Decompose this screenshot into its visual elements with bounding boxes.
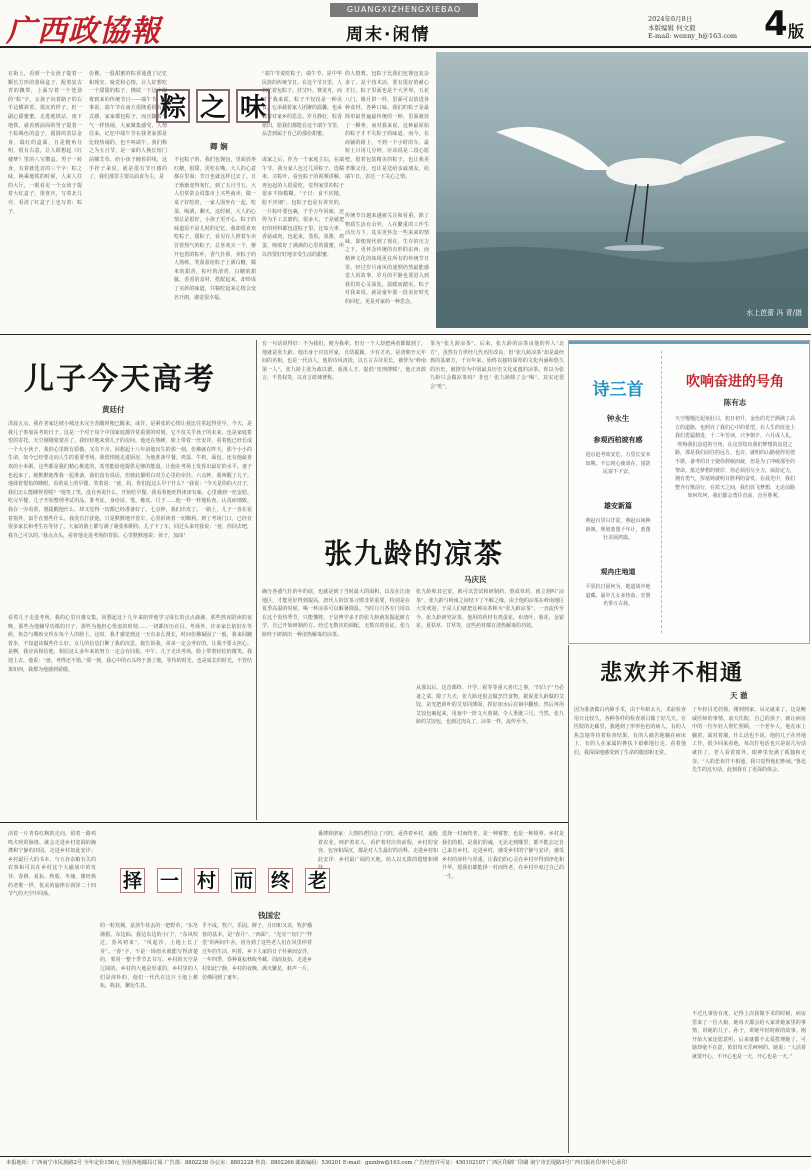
beihuan-body-col2: 了年轻目光的愤。刚到到家，吊完就来了。这是鲍威医师的事情，前天住院，自己的孩子，就让病房中的一位年轻人帮忙照顾，一个老年人，他在床上躺着，面对着墙，什么话也不说。他的儿子在外地工作，很少回来看他，每次打电话也只是说几句话就挂了。老人看着窗外，眼神里充满了孤独和无奈。“人的悲欢并不相通，我只觉得他们吵闹。”鲁迅先生的这句话，此刻我有了更深的体会。 bbox=[692, 707, 806, 774]
column-divider bbox=[256, 340, 257, 820]
zongzi-title-char: 粽 bbox=[156, 89, 190, 123]
poem2-text: 天空慢慢泛起鱼肚白，旭日初升，金色的光芒洒满了高方的道路，也照亮了我们心中的希望。在人生的征途上我们勇猛精进，十二年苦读，只争朝夕，六月成人礼，吹响我们奋进的号角，在这里绘出我们梦想的奋进之路，那是我们前往的远方。也许，就明的山路使你彷徨不堪，备考的日子使你辞眠而疲，但是为了冲破那至的黎命，抵达梦想的彼岸，你必须用尽全力，保持定力，拥有勇气，挥毫铸就明日胜利的奋发。在晨光中，我们整齐行歌前行，在蓝天之间，我们放飞梦想，无论前路如何坎坷，我们都会勇往直前，直至胜利。 bbox=[674, 416, 795, 500]
egret-illustration bbox=[436, 52, 808, 328]
zongzi-author: 卿 娴 bbox=[210, 142, 228, 151]
zhangjiuling-author: 马庆民 bbox=[464, 575, 487, 584]
paper-pinyin: GUANGXIZHENGXIEBAO bbox=[330, 3, 478, 17]
cun-author: 钱国宏 bbox=[258, 911, 281, 920]
gaokao-author: 黄廷付 bbox=[102, 405, 125, 414]
zongzi-body-col2: 仿佛，一股甜蜜的粽香通透了记忆和现实，味觉和心情，让人好想吃一个甜甜的粽子，拂拭一下这个即将到来的传统节日——端午节。同事说，端午节在南方很隆重很有仪式感，家家都包粽子，而且随着节气一样热闹，大家聚集感受，人情往来。记忆中端午节在我老家那是比较热闹的，也不叫端午，我们称之为五月节，是一家的人换长短门前插艾草，给小孩子缠着彩线，这手拴子来说，就是很有节日感的了，我们那里主要以面食为主，是 bbox=[89, 71, 167, 181]
zongzi-body-col6: 传统节日越来越被关注和看重，除了物质生活有余外，人在繁重的工作生活压力下，其实更怀念一些来来的情味，即便现代到了现在，生存的压力之下，更怀念传统的有形的东西，而精神文化的体现更在所有的传统节日里。经过岁月南风的迷惘仍然最能感觉人的故事，岁月的平静也要进入到我们的心灵深处，温暖而踏实。粽子对我来说，就是童年那一段美好时光的回忆，更是对家的一种思念。 bbox=[345, 213, 429, 305]
poem-divider bbox=[661, 351, 662, 633]
paper-logo: 广西政協報 bbox=[6, 14, 161, 49]
zongzi-title-char: 味 bbox=[236, 89, 270, 123]
cun-title-char: 而 bbox=[231, 868, 256, 893]
footer-rule bbox=[0, 1156, 811, 1157]
zhangjiuling-body-col1: 确分各惑气壮的年的底，也就是到了当时最大的面积，以及在江南地区，才能更好得到提高，唐代人的饮茶习惯非常重要，特别是在夏季高温的时候，喝一杯凉茶可以解暑降温。当时月月各专门用以在这个炎热季节，只能懂将，于是博学多才的张九龄就发掘起研方学，自己开始研制药方。经过无数次的调配，无数次的验证，张九龄终于研制出一种清热解毒的凉茶。 bbox=[262, 589, 410, 638]
footer-info: 本报地址：广西南宁市民族路2号 全年定价156元 全国各地邮局订阅 广告部：8802238 办公室：8802228 传真：8802266 邮政编码：530201 E-mail：gxzxbw@163.com 广告经营许可证：450102107 广西区印刷厂印刷 南宁市长堤路3号广西日报社印务中心承印 bbox=[6, 1160, 627, 1166]
section-title: 周末·闲情 bbox=[346, 25, 431, 45]
poem2-author: 陈有志 bbox=[723, 398, 747, 407]
section-rule bbox=[0, 822, 568, 823]
beihuan-title: 悲欢并不相通 bbox=[600, 661, 745, 686]
cun-title bbox=[114, 868, 344, 896]
cun-title-char: 终 bbox=[268, 868, 293, 893]
issue-date: 2024年6月8日 bbox=[648, 15, 693, 23]
zhangjiuling-body-col2: 张九龄和其它宽，就可以尝试和研制药，熬成草药，就立刻叫“凉茶”。张九龄与岭南之间结下了不解之缘。由于他的凉茶在岭南地区大受欢迎，于是人们就把这种凉茶称为“张九龄凉茶”，一直流传至今。张九龄研究凉茶，他用的药材有鸡蛋花、布渣叶、菊花、金银花、夏枯草、甘草等，这些药材都有清热解毒的功效。 bbox=[416, 589, 564, 630]
gaokao-body-col1: 清晨五点，我在老家达坡小城还未完全苏醒时便已醒来。或许，是紧张的心情让我比往常起得更早。今天，是我儿子参加高考的日子。这是一个对于每个中国家庭都异常重要的时刻，它不仅关乎孩子的未来，也是家庭希望的寄托。天空刚刚蒙蒙亮了，我轻轻地来到儿子的房间，他还在熟睡，脸上带着一丝安详。看着他已经长成一个大小伙子，我的心里既有骄傲，又有不舍。回想起十八年前他出生的那一刻，仿佛就在昨天，那个小小的生命，如今已经要走向人生的重要考场。我悄悄地走进厨房，为他准备早餐。鸡蛋、牛奶、面包，还有他最喜欢的小米粥。这些都是我们精心挑选的，希望能给他提供足够的能量，让他在考场上发挥出最好的水平。妻子也起来了，她默默地帮我一起准备，我们没有说话，但彼此都明白对方心里的牵挂。六点钟，我叫醒了儿子。他揉着惺忪的睡眼，看着桌上的早餐，笑着说：“爸，妈，你们起这么早干什么？”我说：“今天是你的大日子，我们怎么能睡得着呢？”他笑了笑，没有再说什么，开始吃早餐。我看着他吃得津津有味，心里感到一丝安慰。吃完早餐，儿子开始整理考试用品，准考证、身份证、笔、橡皮、尺子……他一样一样地检查，认真而细致。我在一旁看着，想提醒他什么，却又觉得一切都已经准备好了。七点钟，我们出发了。一路上，儿子一直在看着窗外，似乎在想些什么。我没有打扰他，只是默默地开着车，心里祈祷着一切顺利。到了考场门口，已经有很多家长和考生在等待了，大家的脸上都写满了紧张和期待。儿子下了车，回过头来对我说：“爸，你回去吧，我自己可以的。”我点点头，看着他走进考场的背影，心里默默地说：孩子，加油！ bbox=[8, 421, 252, 539]
zongzi-body-col3: 不包粽子的，我们包馒包，里面放枣红糖，很甜，更吃在嘴，大人的心意都在里面；节日也就这样过去了。日子渐渐变得匆忙，到了五月当五，大人们常常会说集市上买些商卖，做一桌子好吃的，一家人围坐在一起，吃菜，喝酒，聊天，这时候，大人的心情总是很好，小孩子更开心。粽子的味道原不是儿时的记忆，我却很喜欢吃粽子，甜粽子，看见在人推着车卖冒着热气的粽子，总喜欢买一个，掰开包着的粽叶，香气扑鼻，卖粽子的人熟练，笑盈盈给粽子上洒白糖，糯米的甜香，粽叶的清香，白糖的甜腻，香香的食材，搭配起来，却形成了美妙的味道，共犒吃起来心情会变名开朗，感觉很幸福。 bbox=[174, 157, 256, 301]
page-number: 4 bbox=[764, 4, 788, 44]
poem1-subtitle: 参观西柏坡有感 bbox=[593, 435, 643, 444]
poem1-subtitle: 雄安新篇 bbox=[604, 501, 632, 510]
cun-body-col3: 乎不成，牧户。乐园。鲜子，月田和又美，牧护播着的基本，是“春月”、“西面”。“光亮”“切门”“拜堂”的两间牛舍，因为到了这些老人们在风里停着过年的生活，叫着，乡下人家的日子朴素而安详，一年四季，春种夏耘秋收冬藏，周而复始。走进乡村如此宁静，乡村的夜晚，满天繁星，蛙声一片，仿佛回到了童年。 bbox=[202, 923, 312, 981]
photo-caption: 水上芭蕾 冯 青/摄 bbox=[746, 309, 802, 317]
masthead-rule bbox=[0, 46, 811, 48]
poem1-text: 进京赶考始安危，万里长安未知期。不忘初心使命在，国防民富不下安。 bbox=[585, 452, 651, 476]
masthead bbox=[0, 0, 811, 49]
zhangjiuling-body-col3: 从那以后，这首都终、升学、祝寿等重大喜庆之事，“凹凸子”乃必备之菜。除了九夫，张九龄还很会做烹饪食物，据说张九龄做的艾饺，是光把荷叶的艾草同薄面，捏好加水后在锅中翻炒，然后再用艾饺包裹起来，用瓮中一阵文火煎制，令人垂涎三尺。当然，张九龄的艾饺包，也到过肉丸了，凉茶一样，流传至今。 bbox=[416, 685, 564, 726]
poem1-text: 燕赵百里白洋淀，燕赵山间换新颜。规划蓝图千年计，蓝图壮美展鸿篇。 bbox=[585, 518, 651, 542]
cun-body-col2: 的一粒炊烟，是放牛娃丢的一把野草，“东皂墙根、东边仙、我边东边的小门”，“东风吹过，春风初来”，“风起沙，土地上长了芽”。“春”字，不是一场雨水就能写得清楚的，要用一整个季节去书写。乡村的天空是辽阔的，乡村的大地是厚重的，乡村里的人们是淳朴的，他们一代代在这片土地上耕耘，收获，繁衍生息。 bbox=[100, 923, 198, 990]
page-editor: 本版编辑 何文毅 bbox=[648, 24, 696, 32]
gaokao-cont-col4: 茶为“张九龄凉茶”。后来，张九龄的凉茶由他的传人“北方”，虽然有方世经几代名医改良，但“张九龄凉茶”却是最经典的基础方，千百年来，始终以独特深厚的文化内涵和悠久的历史，被推崇为中国最具历史文化底蕴的凉茶。你以为张九龄只会做凉茶吗？非也！张九龄除了会“喝”，其实还很会“吃”。 bbox=[430, 341, 564, 390]
cun-body-col5: 选择一村而终老，是一种睿智，也是一种境界。乡村是我们的根，是我们的魂，无论走到哪里，都不能忘记自己来自乡村。走进乡村，感受乡村的宁静与安详，感受乡村的淳朴与厚重，让我们的心灵在乡村中得到净化和升华。愿我们都能择一村而终老，在乡村中度过自己的一生。 bbox=[442, 831, 564, 880]
gaokao-title: 儿子今天高考 bbox=[24, 362, 216, 397]
zongzi-body-col7: “端午节说吃粽子，端午节，是中华民族的传统节日。在这个节日里，人们忙着包粽子、挂艾叶、赛龙舟，而对于我来说，粽子不仅仅是一种美食，它承载着家人团聚的温馨，也承载着对家乡的思念。岁月静好，粽香依旧，愿我们都能在这个端午节里，品尝到属于自己的那份甜蜜。 bbox=[262, 71, 342, 138]
zongzi-body-col1: 在街上，看到一个女孩子提着一颗长方形的墨绿盒子，配着复古青的飘带，上面写着一个苍劲的“粽”字。女孩子向着路子的右手边横斜着，很沉的样子，但一副心甜蜜蜜。走进地铁站，雨下地铁，就看到前面的男子提着一个棕褐色的盒子，圆圆的表层金身，端红的盒面，且是精角分明，很有古意，让人联想起《红楼梦》里的八宝攒盒。男子一转身，有着就迭首的三个字：粽之味。换乘地铁的时候，人来人往的大厅，一眼看见一个女孩子提着大红盒子，很喜庆，写着北儿旁，看清了红盒子上也写着：粽子。 bbox=[8, 71, 82, 215]
editor-email: E-mail: wenny_h@163.com bbox=[648, 32, 738, 40]
cun-body-col4: 番薄荷朋家：人情的老旧会了兴旺，返券着乡村，退般着农业，呵护着农人，看护着村庄的前程，乡村的宽容、包容和深沉，都是对人生最好的诠释。走进乡村如此安详：乡村最广阔的天地，给人以无限的遐想和期待。 bbox=[318, 831, 438, 872]
beihuan-author: 天 澈 bbox=[730, 691, 748, 700]
poem-box bbox=[568, 340, 810, 644]
zongzi-body-col5: 的人情教。包粽子比我们包馒包复杂多了，是个技术活，要有很好的耐心才行。粽子里面也是个大世界，五花八门，像月饼一样，里面可以放进各种食材，各种口味。我们的粽子是最简单最普遍最传统的一种，里面就放了一颗枣，而对我来说，这种最原始的粽子才不失粽子的味道。而今，在商铺的路上，不到一个小时的车，最短上只用几分钟，应该说是二段心愿吧，慰着包装精美的粽子，也让我更孝顺父母，也许是送给亲戚朋友，给端午日，表达一下关心之情。 bbox=[345, 71, 429, 181]
egret-photo bbox=[436, 52, 808, 328]
zhangjiuling-title: 张九龄的凉茶 bbox=[324, 537, 505, 570]
zongzi-body-col4: 成家之后，作为一个家庭主妇，在端午节，我为家人包过几回粽子，选糯米，买粽叶，看包粽子的视频讲解，再包起的人很爱吃，觉得家里的粽子很多不拘模糊。“子曰：食不厌精，脍不厌细”，包粽子也是有讲究的，一片粽叶要包裹，千手万年回味，还得为手工去磨的，很多大，于是就把好的材料都包进粽子里，比如大枣，香菇咸肉，包起来，蒸饭，果酱，鸡蛋，吸收好了满满的心里的甜蜜，所以你要好好地享受生活的甜蜜。 bbox=[262, 157, 344, 258]
zongzi-title-char: 之 bbox=[196, 89, 230, 123]
cun-title-char: 择 bbox=[120, 868, 145, 893]
cun-body-col1: 活着一片青春红枫的走向，留着一路鸡鸣犬吠的脉络，就会走进乡村宽阔的胸襟和宁静的田园。走进乡村如此安详；乡村最巨大的书本，与五谷杂粮有关的农事和可以在乡村这个大磁场中的发芽、春耕、夏耘、秋收、冬储，像经典的老歌一样，优美的旋律在润泽二十四节气的天空中回荡。 bbox=[8, 831, 96, 898]
gaokao-body-col2: 看着儿子走进考场，我的心里百感交集。回想起这十几年来陪伴他学习成长的点点滴滴，那些熬夜陪读的夜晚，那些为他辅导功课的日子，那些为他担心忧虑的时刻……一切都历历在目。考场外，许多家长依旧在等候，焦急与期盼交织在每个人的脸上。这时，我才感觉到这一天有多么漫长，时间仿佛凝固了一般，我来回踱着步，不知道该做些什么好。女儿的信息打断了我的沉思，她告诉我，弟弟一定会考好的，让我不要太担心。是啊，我应该相信他，相信这么多年来的努力一定会有回报。中午，儿子走出考场，脸上带着轻松的微笑。我迎上去，他说：“爸，考得还不错。”那一刻，我心中的石头终于落了地。等待的时光，也是成长的时光，不管结果如何，我都为他感到骄傲。 bbox=[8, 615, 252, 673]
beihuan-body-col3: 不过凡事皆有度，记得上次我做手术的时候，病房里来了一位大娘，她每天都会给大家讲她家里的事情，讲她的儿子、孙子，讲她年轻时候的故事。刚开始大家还愿意听，后来就都不太爱搭理她了。可她却毫不在意，依旧每天乐呵呵的。她说：“人活着就要开心，不开心也是一天，开心也是一天。” bbox=[692, 1011, 806, 1060]
poem2-title: 吹响奋进的号角 bbox=[686, 374, 784, 390]
cun-title-char: 村 bbox=[194, 868, 219, 893]
poem1-subtitle: 观冉庄地道 bbox=[600, 567, 636, 576]
poem1-title: 诗三首 bbox=[592, 380, 644, 400]
cun-title-char: 一 bbox=[157, 868, 182, 893]
gaokao-cont-col3: 有一句话说得好：不为我们，便为我辈。但有一个人却把两者都做到了，他就是张九龄。他出身于官宦世家，自幼聪颖，少有才名，是唐朝开元年间的名相，也是一代诗人。他的诗风清淡，以五言古诗见长，被誉为“岭南第一人”。张九龄主张为政以德，重视人才，提倡“宽刑薄赋”，他正直敢言，不畏权贵，以直言敢谏著称。 bbox=[262, 341, 426, 382]
cun-title-char: 老 bbox=[305, 868, 330, 893]
page-number-suffix: 版 bbox=[788, 22, 805, 41]
poem1-text: 平原抗日固何为，地道战中地道藏。巢中儿女多热血，史册名垂万古扬。 bbox=[585, 584, 651, 608]
column-divider bbox=[568, 645, 569, 1153]
poem1-author: 钟永生 bbox=[606, 414, 630, 423]
poem-box-header-bar bbox=[569, 341, 809, 344]
section-rule bbox=[0, 334, 811, 335]
beihuan-body-col1: 因为准备做白内障手术，由于年龄太大，术前检查用日比较久，各种各样的检查项目做了好几天。在医院的走廊里，我遇到了形形色色的病人，有的人焦急地等待着检查结果，有的人痛苦地躺在病床上，有的人在家属的搀扶下艰难地行走。看着他们，我深深地感受到了生命的脆弱和无常。 bbox=[574, 707, 686, 756]
